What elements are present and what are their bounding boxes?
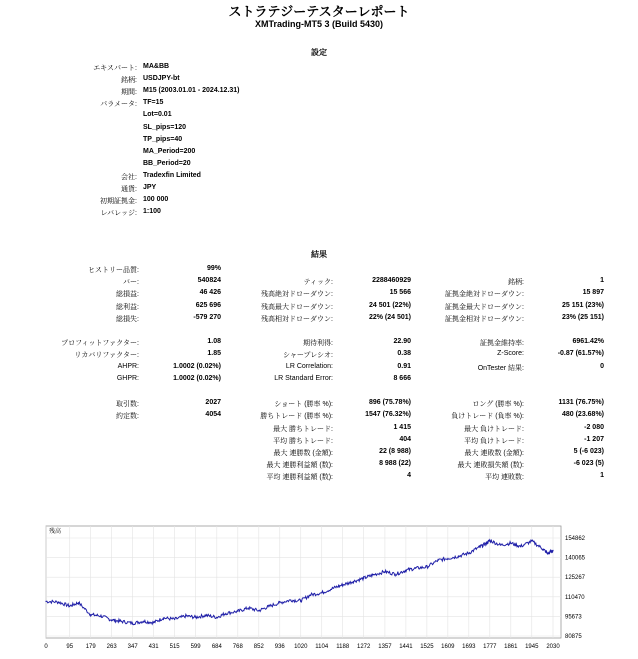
results-value: 25 151 (23%) — [561, 301, 604, 309]
y-tick-label: 154862 — [565, 536, 586, 542]
balance-point — [426, 566, 427, 567]
balance-point — [185, 615, 186, 616]
balance-point — [489, 540, 490, 541]
balance-point — [395, 574, 396, 575]
balance-point — [468, 552, 469, 553]
y-tick-label: 95673 — [565, 614, 582, 621]
balance-point — [174, 619, 175, 620]
results-label: 最大 連敗損失額 (数): — [457, 462, 524, 470]
balance-point — [552, 550, 553, 551]
results-label: 残高絶対ドローダウン: — [261, 291, 333, 299]
balance-point — [300, 600, 301, 601]
x-tick-label: 936 — [274, 644, 285, 650]
balance-point — [205, 615, 206, 616]
x-tick-label: 1945 — [525, 644, 539, 650]
settings-heading: 設定 — [311, 48, 327, 57]
settings-value: 1:100 — [143, 208, 161, 216]
settings-value: USDJPY-bt — [143, 75, 180, 83]
settings-value: MA&BB — [143, 63, 170, 70]
results-label: リカバリファクター: — [74, 352, 139, 360]
balance-point — [143, 621, 144, 622]
x-tick-label: 1777 — [483, 644, 497, 650]
results-value: 99% — [206, 265, 221, 272]
balance-point — [248, 607, 249, 608]
results-value: 540824 — [197, 277, 221, 285]
results-label: ロング (勝率 %): — [472, 401, 524, 409]
results-label: 残高相対ドローダウン: — [261, 315, 333, 323]
settings-value: Tradexfin Limited — [143, 171, 201, 179]
results-value: 4054 — [205, 411, 221, 419]
balance-point — [111, 619, 112, 620]
results-value: 2027 — [205, 399, 221, 407]
report-subtitle: XMTrading-MT5 3 (Build 5430) — [254, 19, 384, 29]
balance-point — [373, 574, 374, 575]
results-value: 2288460929 — [372, 277, 411, 285]
results-label: 平均 連勝利益額 (数): — [266, 474, 333, 482]
settings-label: レバレッジ: — [100, 210, 137, 218]
results-label: 平均 勝ちトレード: — [273, 437, 333, 445]
x-tick-label: 179 — [85, 644, 96, 650]
x-tick-label: 1693 — [462, 644, 476, 650]
results-label: LR Standard Error: — [274, 374, 333, 382]
results-value: 4 — [407, 472, 411, 480]
results-label: 総損益: — [116, 291, 139, 299]
settings-value: SL_pips=120 — [143, 123, 186, 131]
results-value: 404 — [399, 435, 411, 443]
balance-point — [163, 617, 164, 618]
results-heading: 結果 — [311, 250, 327, 259]
balance-point — [384, 571, 385, 572]
balance-point — [279, 602, 280, 603]
settings-label: 期間: — [121, 89, 137, 97]
balance-point — [90, 614, 91, 615]
y-tick-label: 110470 — [565, 594, 585, 601]
results-value: 1 — [600, 277, 604, 285]
balance-point — [69, 605, 70, 606]
results-value: 22 (8 988) — [379, 448, 411, 455]
balance-point — [500, 545, 501, 546]
balance-point — [45, 601, 46, 602]
balance-point — [457, 556, 458, 557]
x-tick-label: 515 — [169, 644, 180, 650]
balance-point — [531, 541, 532, 542]
x-tick-label: 1525 — [420, 644, 434, 650]
results-label: 期待利得: — [303, 340, 333, 348]
results-value: 1.08 — [207, 338, 221, 346]
settings-value: TF=15 — [143, 99, 164, 107]
results-label: LR Correlation: — [285, 362, 333, 370]
balance-point — [58, 601, 59, 602]
chart-title: 残高 — [49, 529, 62, 535]
balance-point — [195, 617, 196, 618]
balance-point — [216, 617, 217, 618]
results-label: 取引数: — [116, 401, 139, 409]
settings-value: BB_Period=20 — [143, 159, 191, 167]
x-tick-label: 95 — [66, 644, 74, 650]
balance-point — [225, 613, 226, 614]
results-label: シャープレシオ: — [283, 352, 333, 360]
x-tick-label: 852 — [253, 644, 264, 650]
results-label: 証拠金維持率: — [480, 340, 524, 348]
balance-point — [342, 584, 343, 585]
results-value: 480 (23.68%) — [561, 411, 604, 419]
results-value: 1 — [600, 472, 604, 480]
results-value: 8 666 — [393, 374, 411, 382]
results-label: 証拠金相対ドローダウン: — [445, 315, 524, 323]
balance-point — [547, 553, 548, 554]
x-tick-label: 347 — [127, 644, 138, 650]
settings-label: 初期証拠金: — [100, 198, 137, 206]
settings-label: 会社: — [121, 173, 137, 181]
balance-point — [310, 594, 311, 595]
balance-point — [100, 615, 101, 616]
results-label: 最大 負けトレード: — [464, 425, 524, 433]
results-label: 証拠金最大ドローダウン: — [445, 303, 524, 311]
results-value: 22% (24 501) — [368, 313, 411, 321]
x-tick-label: 1441 — [399, 644, 413, 650]
balance-point — [479, 546, 480, 547]
results-value: 1547 (76.32%) — [365, 411, 411, 419]
balance-point — [363, 578, 364, 579]
balance-point — [268, 606, 269, 607]
balance-point — [415, 568, 416, 569]
balance-point — [290, 599, 291, 600]
results-label: 負けトレード (負率 %): — [451, 413, 524, 421]
balance-point — [237, 611, 238, 612]
balance-point — [520, 546, 521, 547]
results-value: 15 897 — [582, 289, 604, 297]
results-label: 最大 連勝利益額 (数): — [266, 462, 333, 470]
results-label: 最大 連敗数 (金額): — [464, 450, 524, 457]
results-value: 1131 (76.75%) — [558, 399, 604, 407]
results-label: ショート (勝率 %): — [274, 401, 333, 409]
balance-point — [447, 558, 448, 559]
results-value: 15 566 — [389, 289, 411, 297]
results-label: 証拠金絶対ドローダウン: — [445, 291, 524, 299]
balance-point — [258, 610, 259, 611]
results-value: 0.38 — [397, 350, 411, 358]
x-tick-label: 1104 — [315, 644, 329, 650]
settings-label: 通貨: — [121, 186, 137, 193]
results-value: 625 696 — [195, 301, 221, 309]
results-value: 0 — [600, 362, 604, 370]
results-label: OnTester 結果: — [477, 364, 524, 372]
x-tick-label: 263 — [106, 644, 117, 650]
settings-value: Lot=0.01 — [143, 111, 172, 119]
settings-value: TP_pips=40 — [143, 135, 183, 143]
results-value: 6961.42% — [572, 338, 604, 346]
results-label: 残高最大ドローダウン: — [261, 303, 333, 311]
balance-point — [321, 592, 322, 593]
balance-point — [438, 560, 439, 561]
balance-point — [78, 602, 79, 603]
y-tick-label: 125267 — [565, 575, 586, 582]
balance-point — [542, 548, 543, 549]
results-label: プロフィットファクター: — [61, 340, 139, 348]
settings-value: M15 (2003.01.01 - 2024.12.31) — [143, 87, 240, 95]
results-label: 最大 連勝数 (金額): — [273, 450, 333, 457]
x-tick-label: 768 — [232, 644, 243, 650]
results-label: 勝ちトレード (勝率 %): — [260, 413, 333, 421]
x-tick-label: 1609 — [441, 644, 455, 650]
results-label: GHPR: — [116, 374, 139, 382]
y-tick-label: 80875 — [565, 634, 582, 640]
balance-point — [120, 621, 121, 622]
settings-label: 銘柄: — [121, 77, 137, 85]
results-label: 平均 連敗数: — [485, 474, 524, 482]
settings-value: JPY — [143, 184, 157, 191]
results-label: ヒストリー品質: — [88, 267, 139, 274]
balance-point — [353, 581, 354, 582]
results-value: -579 270 — [193, 313, 221, 321]
x-tick-label: 1272 — [357, 644, 371, 650]
results-label: 約定数: — [116, 413, 139, 421]
results-label: 最大 勝ちトレード: — [273, 425, 333, 433]
results-value: -6 023 (5) — [573, 460, 604, 468]
x-tick-label: 599 — [190, 644, 201, 650]
results-value: 22.90 — [393, 338, 411, 346]
x-tick-label: 431 — [148, 644, 159, 650]
x-tick-label: 1357 — [378, 644, 392, 650]
balance-point — [132, 623, 133, 624]
results-label: 総損失: — [116, 315, 139, 323]
results-value: 1.0002 (0.02%) — [173, 362, 221, 370]
results-label: 銘柄: — [508, 279, 524, 287]
settings-label: エキスパート: — [93, 65, 137, 72]
balance-point — [405, 570, 406, 571]
balance-point — [485, 543, 486, 544]
results-value: 1.0002 (0.02%) — [173, 374, 221, 382]
results-label: 平均 負けトレード: — [464, 437, 524, 445]
report-title: ストラテジーテスターレポート — [228, 4, 410, 19]
balance-point — [333, 588, 334, 589]
settings-value: 100 000 — [143, 196, 169, 204]
balance-point — [153, 622, 154, 623]
results-label: ティック: — [303, 279, 333, 287]
results-value: 23% (25 151) — [561, 313, 604, 321]
x-tick-label: 1020 — [294, 644, 308, 650]
results-value: -2 080 — [584, 423, 604, 431]
results-label: Z-Score: — [497, 350, 524, 358]
results-value: 8 988 (22) — [379, 460, 411, 468]
x-tick-label: 1861 — [504, 644, 518, 650]
results-value: 24 501 (22%) — [368, 301, 411, 309]
results-label: 総利益: — [116, 303, 139, 311]
results-value: 896 (75.78%) — [368, 399, 411, 407]
settings-value: MA_Period=200 — [143, 147, 196, 155]
x-tick-label: 1188 — [336, 644, 350, 650]
x-tick-label: 2030 — [546, 644, 560, 650]
results-value: -0.87 (61.57%) — [557, 350, 604, 358]
results-value: 1.85 — [207, 350, 221, 358]
balance-chart — [46, 520, 606, 655]
balance-point — [510, 543, 511, 544]
results-value: 0.91 — [397, 362, 411, 370]
x-tick-label: 0 — [44, 644, 48, 650]
results-label: AHPR: — [117, 362, 139, 370]
results-value: 5 (-6 023) — [573, 448, 604, 455]
results-value: -1 207 — [584, 435, 604, 443]
results-value: 1 415 — [393, 423, 411, 431]
y-tick-label: 140065 — [565, 555, 586, 562]
results-value: 46 426 — [199, 289, 221, 297]
x-tick-label: 684 — [211, 644, 222, 650]
settings-label: パラメータ: — [100, 101, 137, 109]
results-label: バー: — [123, 279, 139, 287]
